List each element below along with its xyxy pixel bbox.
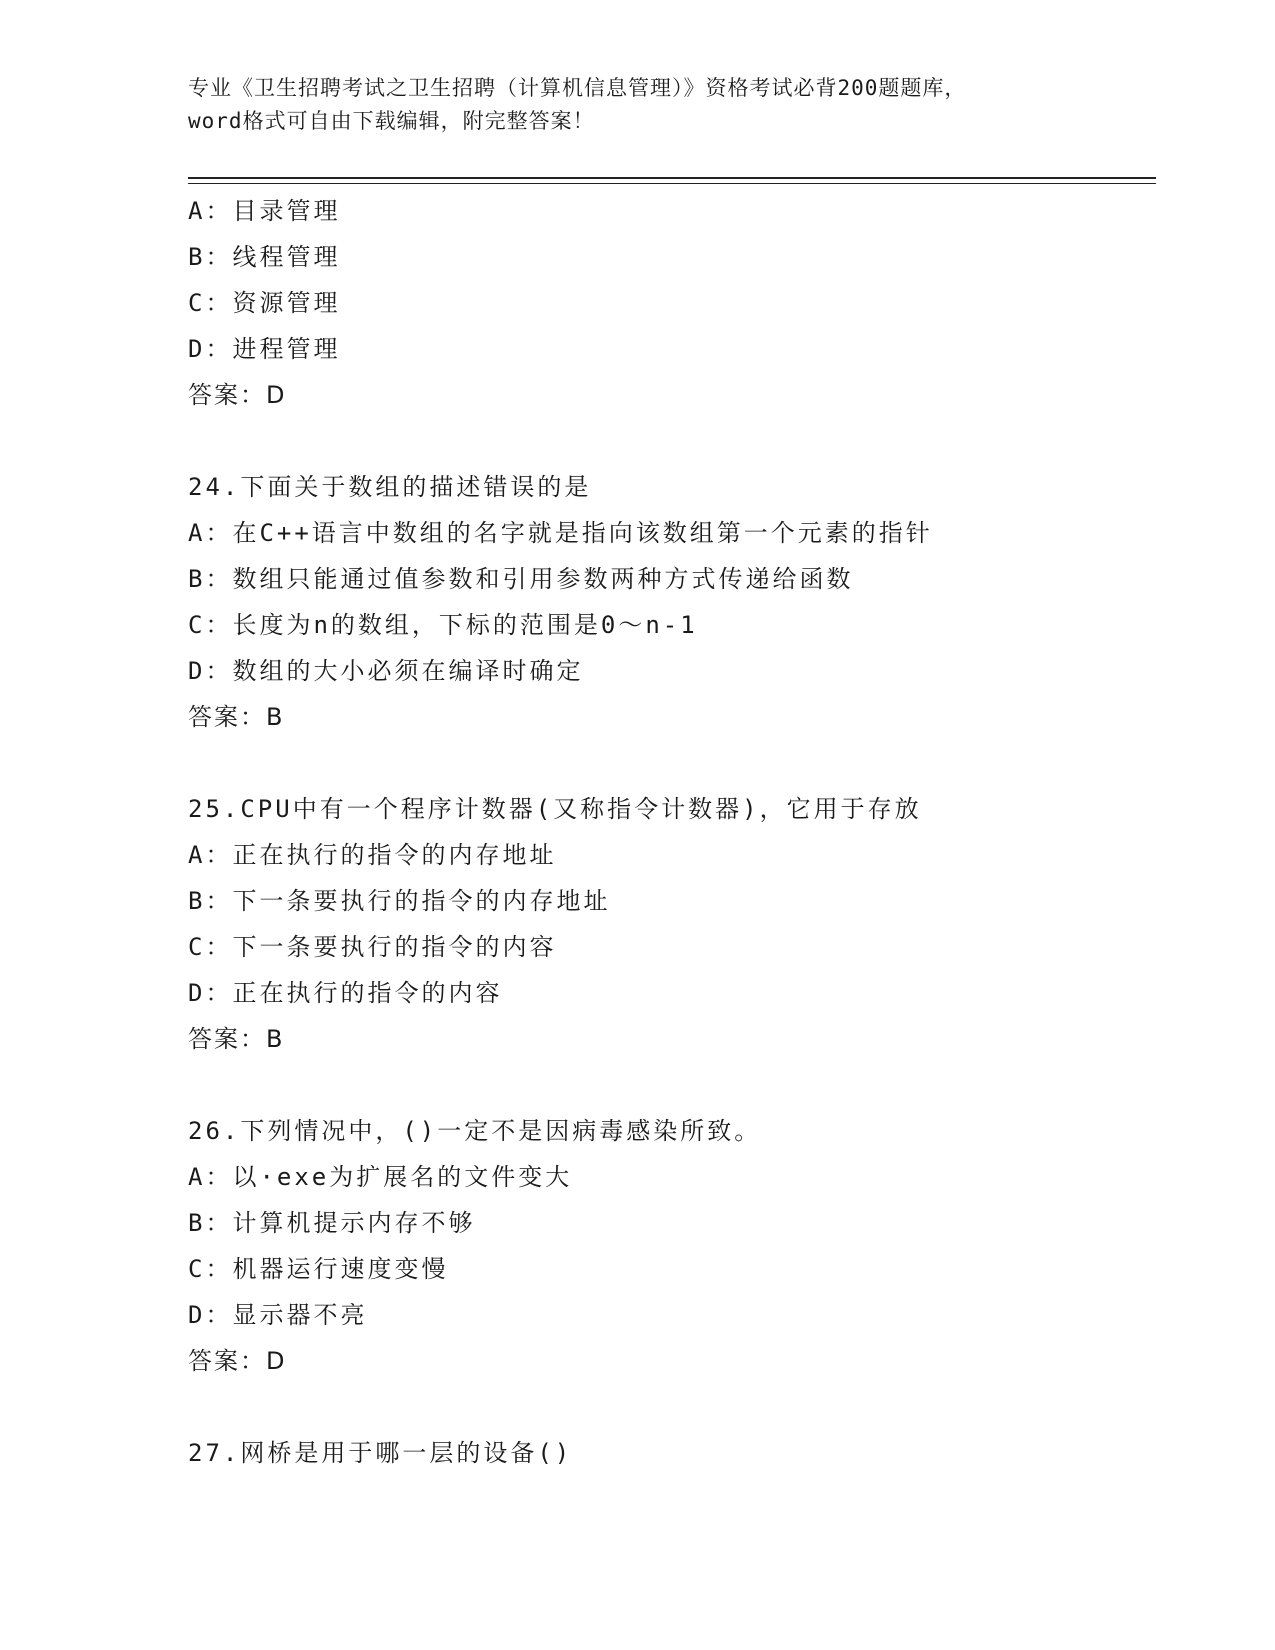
option-d: D：显示器不亮 [188, 1301, 368, 1329]
question-block-26 [188, 1108, 1148, 1384]
header-line-2: word格式可自由下载编辑，附完整答案！ [188, 109, 595, 133]
answer-line: 答案：D [188, 381, 287, 409]
question-block-23 [188, 188, 1148, 418]
spacer [188, 1384, 1148, 1430]
question-list [188, 188, 1148, 1476]
option-c: C：资源管理 [188, 289, 341, 317]
document-header [188, 72, 1088, 138]
option-c: C：长度为n的数组，下标的范围是0～n-1 [188, 611, 698, 639]
option-b: B：计算机提示内存不够 [188, 1209, 476, 1237]
option-a: A：在C++语言中数组的名字就是指向该数组第一个元素的指针 [188, 519, 933, 547]
option-c: C：下一条要执行的指令的内容 [188, 933, 557, 961]
header-divider-thin [188, 183, 1156, 184]
option-d: D：正在执行的指令的内容 [188, 979, 503, 1007]
question-stem: 26.下列情况中，()一定不是因病毒感染所致。 [188, 1117, 762, 1145]
option-b: B：数组只能通过值参数和引用参数两种方式传递给函数 [188, 565, 854, 593]
header-divider-thick [188, 177, 1156, 179]
answer-line: 答案：B [188, 703, 285, 731]
option-b: B：下一条要执行的指令的内存地址 [188, 887, 611, 915]
question-stem: 25.CPU中有一个程序计数器(又称指令计数器)，它用于存放 [188, 795, 922, 823]
question-block-25 [188, 786, 1148, 1062]
option-a: A：以·exe为扩展名的文件变大 [188, 1163, 573, 1191]
spacer [188, 740, 1148, 786]
question-stem: 24.下面关于数组的描述错误的是 [188, 473, 592, 501]
answer-line: 答案：B [188, 1025, 285, 1053]
header-line-1: 专业《卫生招聘考试之卫生招聘（计算机信息管理）》资格考试必背200题题库， [188, 76, 967, 100]
option-c: C：机器运行速度变慢 [188, 1255, 449, 1283]
spacer [188, 1062, 1148, 1108]
option-a: A：正在执行的指令的内存地址 [188, 841, 557, 869]
option-d: D：数组的大小必须在编译时确定 [188, 657, 584, 685]
answer-line: 答案：D [188, 1347, 287, 1375]
option-b: B：线程管理 [188, 243, 341, 271]
spacer [188, 418, 1148, 464]
option-a: A：目录管理 [188, 197, 341, 225]
option-d: D：进程管理 [188, 335, 341, 363]
question-block-24 [188, 464, 1148, 740]
question-block-27 [188, 1430, 1148, 1476]
question-stem: 27.网桥是用于哪一层的设备() [188, 1439, 573, 1467]
